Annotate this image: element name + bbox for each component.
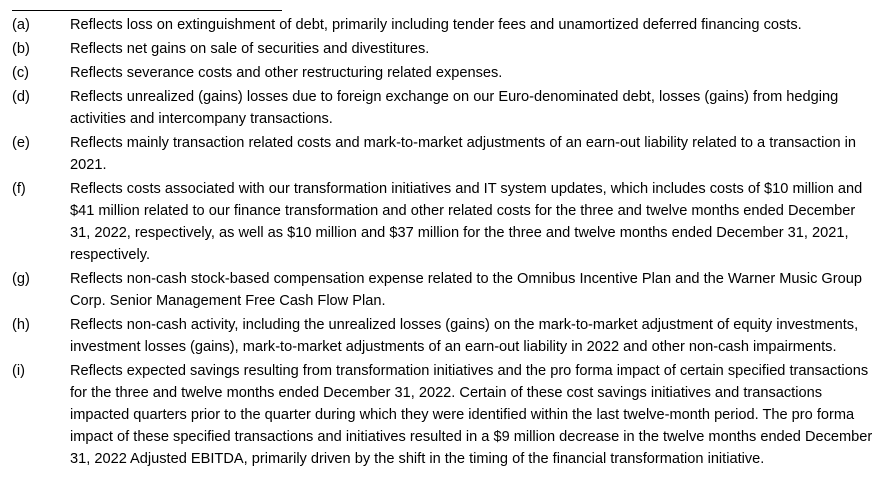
footnote-text: Reflects loss on extinguishment of debt, primarily including tender fees and unamortized deferred financing costs. [70, 17, 802, 33]
footnotes-list [12, 14, 874, 472]
footnote-c [12, 62, 874, 84]
footnote-e [12, 132, 874, 176]
footnote-text: Reflects non-cash stock-based compensation expense related to the Omnibus Incentive Plan and the Warner Music Group Corp. Senior Management Free Cash Flow Plan. [70, 271, 862, 309]
footnote-label: (b) [12, 41, 30, 57]
footnote-h [12, 314, 874, 358]
footnote-label: (g) [12, 271, 30, 287]
footnote-text: Reflects mainly transaction related costs and mark-to-market adjustments of an earn-out liability related to a transaction in 2021. [70, 135, 856, 173]
footnote-text: Reflects non-cash activity, including the unrealized losses (gains) on the mark-to-market adjustment of equity investments, investment losses (gains), mark-to-market adjustments of an earn-out liability in 2022 and other non-cash impairments. [70, 317, 859, 355]
footnote-b [12, 38, 874, 60]
footnote-separator-rule [12, 10, 282, 11]
footnote-label: (d) [12, 89, 30, 105]
footnote-d [12, 86, 874, 130]
footnote-text: Reflects severance costs and other restructuring related expenses. [70, 65, 503, 81]
footnote-text: Reflects costs associated with our transformation initiatives and IT system updates, which includes costs of $10 million and $41 million related to our finance transformation and other related costs for the three and twelve months ended December 31, 2022, respectively, as well as $10 million and $37 million for the three and twelve months ended December 31, 2021, respectively. [70, 181, 863, 263]
footnote-i [12, 360, 874, 470]
footnote-a [12, 14, 874, 36]
footnote-f [12, 178, 874, 266]
footnote-text: Reflects expected savings resulting from transformation initiatives and the pro forma impact of certain specified transactions for the three and twelve months ended December 31, 2022. Certain of these cost savings initiatives and transactions impacted quarters prior to the quarter during which they were identified within the last twelve-month period. The pro forma impact of these specified transactions and initiatives resulted in a $9 million decrease in the twelve months ended December 31, 2022 Adjusted EBITDA, primarily driven by the shift in the timing of the financial transformation initiative. [70, 363, 873, 467]
footnote-label: (a) [12, 17, 30, 33]
footnote-label: (c) [12, 65, 30, 81]
footnote-label: (h) [12, 317, 30, 333]
footnote-g [12, 268, 874, 312]
footnote-label: (i) [12, 363, 25, 379]
footnote-text: Reflects net gains on sale of securities and divestitures. [70, 41, 430, 57]
footnote-text: Reflects unrealized (gains) losses due to foreign exchange on our Euro-denominated debt, losses (gains) from hedging activities and intercompany transactions. [70, 89, 839, 127]
footnote-label: (f) [12, 181, 26, 197]
footnote-label: (e) [12, 135, 30, 151]
